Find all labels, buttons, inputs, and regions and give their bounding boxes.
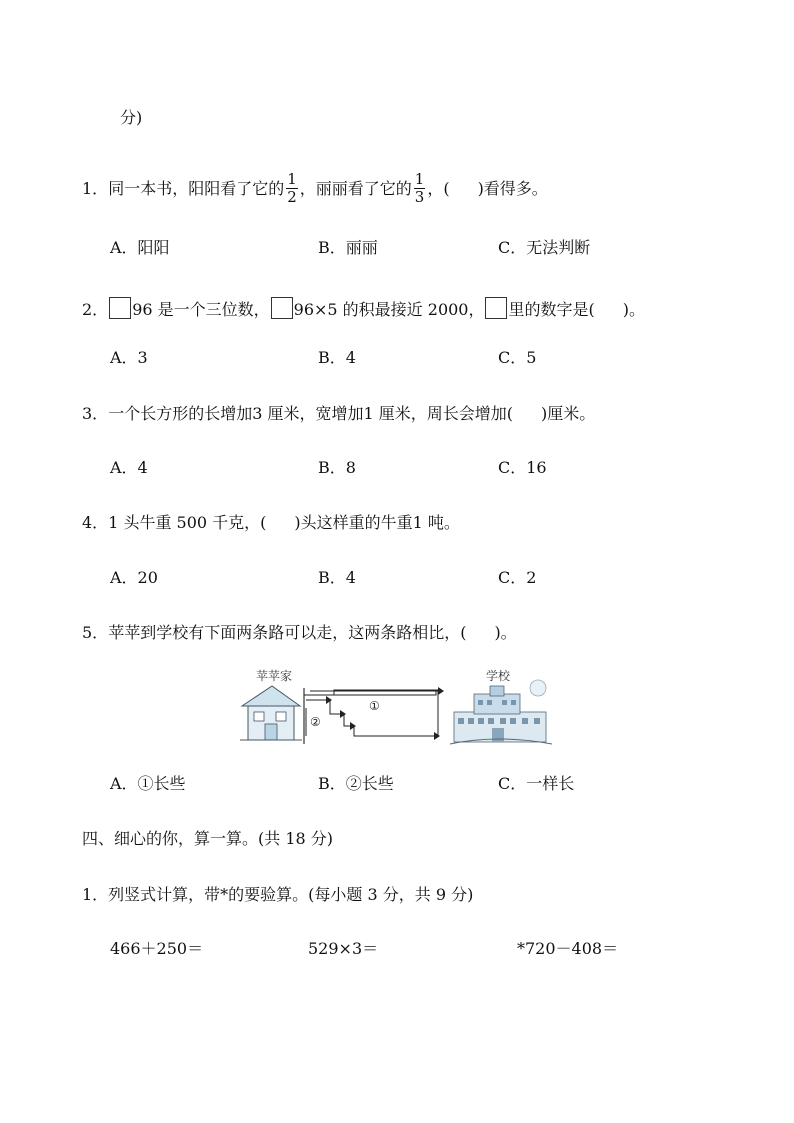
option-b[interactable]: B．4 (318, 568, 356, 587)
arrow-icon (350, 722, 356, 730)
option-c[interactable]: C．16 (498, 458, 547, 477)
question-text: )看得多。 (477, 179, 548, 198)
digit-box[interactable] (109, 297, 131, 319)
option-b[interactable]: B．②长些 (318, 774, 394, 793)
option-b[interactable]: B．丽丽 (318, 238, 378, 257)
arrow-icon (326, 696, 332, 704)
option-a[interactable]: A．20 (110, 568, 158, 587)
question-text: 1 头牛重 500 千克，( (108, 513, 267, 532)
question-text: )头这样重的牛重1 吨。 (294, 513, 460, 532)
house-icon (240, 686, 302, 740)
question-number: 3． (82, 404, 109, 423)
option-c[interactable]: C．一样长 (498, 774, 575, 793)
question-number: 1． (82, 179, 109, 198)
expression: 529×3＝ (308, 939, 379, 958)
arrow-icon (434, 732, 440, 740)
digit-box[interactable] (485, 297, 507, 319)
section-4-title: 四、细心的你，算一算。(共 18 分) (82, 829, 334, 848)
route-1-label: ① (369, 699, 380, 713)
route-2-label: ② (310, 715, 321, 729)
question-text: 96 是一个三位数， (132, 300, 270, 319)
question-text: 同一本书，阳阳看了它的 (108, 179, 285, 198)
fraction-one-third (414, 171, 426, 206)
expression: *720－408＝ (517, 939, 619, 958)
option-c[interactable]: C．5 (498, 348, 537, 367)
option-b[interactable]: B．4 (318, 348, 356, 367)
section-4-question-1: 1．列竖式计算，带*的要验算。(每小题 3 分，共 9 分) (82, 885, 474, 904)
question-2 (82, 297, 645, 320)
option-b[interactable]: B．8 (318, 458, 356, 477)
digit-box[interactable] (271, 297, 293, 319)
school-building-icon (450, 680, 552, 744)
question-text: 苹苹到学校有下面两条路可以走，这两条路相比，( (108, 623, 467, 642)
question-text: ，丽丽看了它的 (299, 179, 412, 198)
option-a[interactable]: A．3 (110, 348, 148, 367)
fraction-one-half (286, 171, 298, 206)
expression: 466＋250＝ (110, 939, 204, 958)
question-text: 96×5 的积最接近 2000， (293, 300, 485, 319)
question-3 (82, 404, 595, 424)
school-label: 学校 (486, 669, 511, 683)
option-c[interactable]: C．无法判断 (498, 238, 591, 257)
question-text: 一个长方形的长增加3 厘米，宽增加1 厘米，周长会增加( (108, 404, 513, 423)
arrow-icon (438, 687, 444, 695)
question-number: 4． (82, 513, 109, 532)
fraction-denominator: 2 (287, 188, 297, 206)
question-text: )。 (622, 300, 645, 319)
question-4 (82, 513, 460, 533)
question-text: 里的数字是( (508, 300, 595, 319)
question-number: 2． (82, 300, 109, 319)
previous-header-tail: 分) (120, 108, 143, 127)
route-1-lines (310, 691, 438, 736)
fraction-numerator: 1 (414, 170, 425, 188)
question-1 (82, 172, 548, 207)
route-1-path (304, 690, 440, 736)
route-figure (238, 668, 556, 746)
question-5 (82, 623, 517, 643)
option-a[interactable]: A．4 (110, 458, 148, 477)
home-label: 苹苹家 (256, 669, 293, 683)
question-number: 5． (82, 623, 109, 642)
question-text: ，( (427, 179, 450, 198)
question-text: )厘米。 (540, 404, 596, 423)
option-a[interactable]: A．阳阳 (110, 238, 170, 257)
option-a[interactable]: A．①长些 (110, 774, 186, 793)
arrow-icon (340, 710, 346, 718)
option-c[interactable]: C．2 (498, 568, 537, 587)
fraction-denominator: 3 (414, 188, 425, 206)
question-text: )。 (494, 623, 517, 642)
fraction-numerator: 1 (287, 170, 297, 188)
